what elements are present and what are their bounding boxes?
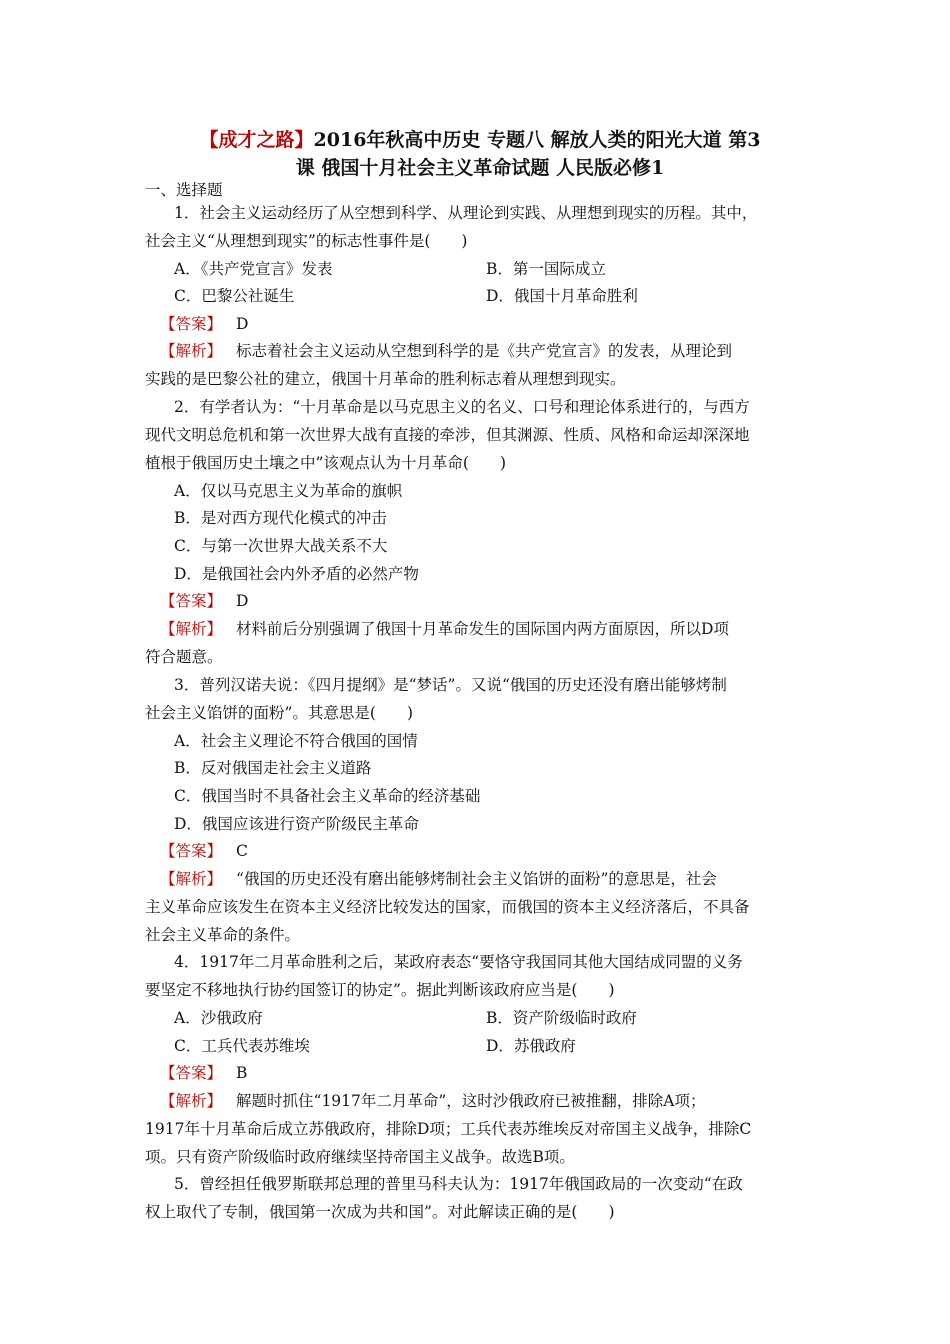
question-3-analysis-line-1: 【解析】 “俄国的历史还没有磨出能够烤制社会主义馅饼的面粉”的意思是，社会 [160, 870, 717, 888]
question-5-stem-line-2: 权上取代了专制，俄国第一次成为共和国”。对此解读正确的是( ) [145, 1203, 615, 1221]
question-1-stem-line-1: 1．社会主义运动经历了从空想到科学、从理论到实践、从理想到现实的历程。其中， [174, 204, 758, 222]
question-3-analysis-line-3: 社会主义革命的条件。 [145, 926, 301, 944]
question-2-option-d: D．是俄国社会内外矛盾的必然产物 [174, 565, 419, 583]
question-4-option-c: C．工兵代表苏维埃 [174, 1037, 310, 1055]
question-4-stem-line-1: 4．1917年二月革命胜利之后，某政府表态“要恪守我国同其他大国结成同盟的义务 [174, 953, 743, 971]
question-3-stem-line-1: 3．普列汉诺夫说：《四月提纲》是“梦话”。又说“俄国的历史还没有磨出能够烤制 [174, 676, 727, 694]
question-4-analysis-line-1: 【解析】 解题时抓住“1917年二月革命”，这时沙俄政府已被推翻，排除A项； [160, 1092, 706, 1110]
question-2-option-a: A．仅以马克思主义为革命的旗帜 [174, 482, 403, 500]
question-2-analysis-line-1: 【解析】 材料前后分别强调了俄国十月革命发生的国际国内两方面原因，所以D项 [160, 620, 729, 638]
question-4-stem-line-2: 要坚定不移地执行协约国签订的协定”。据此判断该政府应当是( ) [145, 981, 615, 999]
question-2-stem-line-1: 2．有学者认为：“十月革命是以马克思主义的名义、口号和理论体系进行的，与西方 [174, 398, 750, 416]
question-4-analysis-line-2: 1917年十月革命后成立苏俄政府，排除D项；工兵代表苏维埃反对帝国主义战争，排除C [145, 1120, 752, 1138]
question-4-analysis-line-3: 项。只有资产阶级临时政府继续坚持帝国主义战争。故选B项。 [145, 1148, 575, 1166]
question-3-option-d: D．俄国应该进行资产阶级民主革命 [174, 815, 419, 833]
question-2-option-c: C．与第一次世界大战关系不大 [174, 537, 388, 555]
question-4-option-a: A．沙俄政府 [174, 1009, 263, 1027]
question-3-option-c: C．俄国当时不具备社会主义革命的经济基础 [174, 787, 481, 805]
question-4-option-b: B．资产阶级临时政府 [486, 1009, 637, 1027]
question-1-analysis-line-2: 实践的是巴黎公社的建立，俄国十月革命的胜利标志着从理想到现实。 [145, 370, 626, 388]
question-2-option-b: B．是对西方现代化模式的冲击 [174, 509, 387, 527]
question-3-option-a: A．社会主义理论不符合俄国的国情 [174, 732, 418, 750]
question-3-analysis-line-2: 主义革命应该发生在资本主义经济比较发达的国家，而俄国的资本主义经济落后，不具备 [145, 898, 750, 916]
title-brand: 【成才之路】 [199, 129, 314, 151]
question-2-stem-line-2: 现代文明总危机和第一次世界大战有直接的牵涉，但其渊源、性质、风格和命运却深深地 [145, 426, 750, 444]
question-1-option-c: C．巴黎公社诞生 [174, 287, 295, 305]
question-2-analysis-line-2: 符合题意。 [145, 648, 223, 666]
question-3-answer: 【答案】 C [160, 842, 248, 860]
section-heading: 一、选择题 [145, 181, 223, 199]
document-title-line-1: 【成才之路】2016年秋高中历史 专题八 解放人类的阳光大道 第3 [199, 129, 761, 151]
question-3-stem-line-2: 社会主义馅饼的面粉”。其意思是( ) [145, 704, 414, 722]
question-1-option-a: A．《共产党宣言》发表 [174, 260, 333, 278]
question-2-answer: 【答案】 D [160, 592, 249, 610]
document-title-line-2: 课 俄国十月社会主义革命试题 人民版必修1 [295, 157, 665, 179]
question-1-option-d: D．俄国十月革命胜利 [486, 287, 638, 305]
question-1-answer: 【答案】 D [160, 315, 249, 333]
question-1-option-b: B．第一国际成立 [486, 260, 606, 278]
question-5-stem-line-1: 5．曾经担任俄罗斯联邦总理的普里马科夫认为：1917年俄国政局的一次变动“在政 [174, 1175, 743, 1193]
question-3-option-b: B．反对俄国走社会主义道路 [174, 759, 372, 777]
question-1-stem-line-2: 社会主义“从理想到现实”的标志性事件是( ) [145, 232, 468, 250]
question-2-stem-line-3: 植根于俄国历史土壤之中”该观点认为十月革命( ) [145, 454, 507, 472]
question-4-answer: 【答案】 B [160, 1064, 248, 1082]
question-1-analysis-line-1: 【解析】 标志着社会主义运动从空想到科学的是《共产党宣言》的发表，从理论到 [160, 342, 733, 360]
question-4-option-d: D．苏俄政府 [486, 1037, 576, 1055]
